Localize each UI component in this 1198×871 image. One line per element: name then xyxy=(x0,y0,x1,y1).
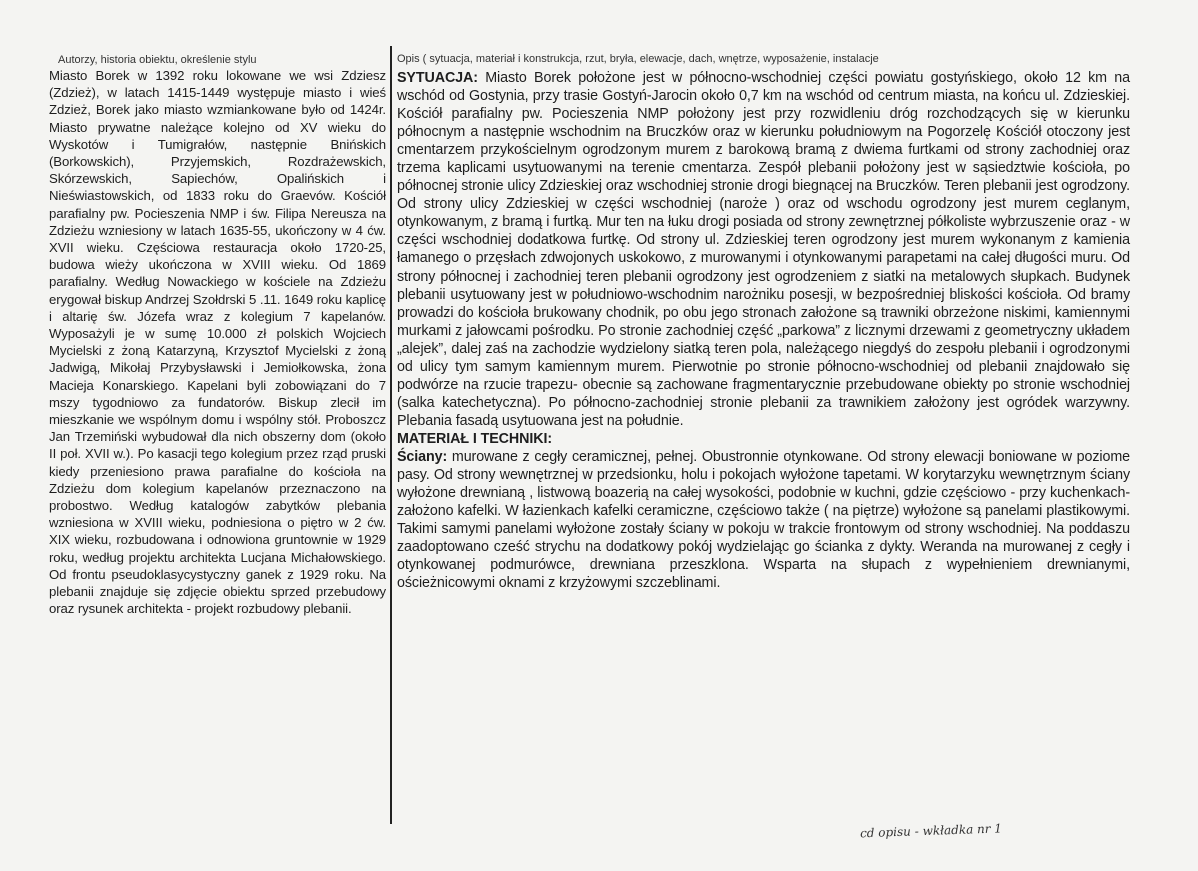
situation-paragraph xyxy=(397,69,1130,430)
situation-heading: SYTUACJA: xyxy=(397,70,478,86)
history-column xyxy=(49,67,386,618)
left-column-header: Autorzy, historia obiektu, określenie stylu xyxy=(58,54,257,66)
handwritten-note: cd opisu - wkładka nr 1 xyxy=(859,821,1003,841)
situation-text: Miasto Borek położone jest w północno-wschodniej części powiatu gostyńskiego, około 12 km na wschód od Gostynia, przy trasie Gostyń-Jarocin około 0,7 km na wschód od centrum miasta, na końcu ul. Zdzieskiej. Kościół parafialny pw. Pocieszenia NMP położony jest przy rozwidleniu dróg rozchodzących się w kierunku północnym a następnie wschodnim na Bruczków oraz w kierunku południowym na Pogorzelę Kościół otoczony jest cmentarzem przykościelnym ogrodzonym murem z barokową bramą z dwiema furtkami od strony zachodniej oraz trzema kaplicami usytuowanymi na terenie cmentarza. Zespół plebanii położony jest w sąsiedztwie kościoła, po północnej stronie ulicy Zdzieskiej oraz wschodniej stronie drogi biegnącej na Bruczków. Teren plebanii jest ogrodzony. Od strony ulicy Zdzieskiej w części wschodniej (naroże ) oraz od wschodu ogrodzony jest murem ceglanym, otynkowanym, z bramą i furtką. Mur ten na łuku drogi posiada od strony zewnętrznej półkoliste wybrzuszenie oraz - w części wschodniej dodatkowa furtkę. Od strony ul. Zdzieskiej teren ogrodzony jest murem wykonanym z kamienia łamanego o przęsłach zdwojonych uskokowo, z murowanymi i otynkowanymi parapetami na całej długości muru. Od strony północnej i zachodniej teren plebanii ogrodzony jest ogrodzeniem z siatki na metalowych słupkach. Budynek plebanii usytuowany jest w południowo-wschodnim narożniku posesji, w bezpośredniej bliskości kościoła. Od bramy prowadzi do kościoła brukowany chodnik, po obu jego stronach założone są trawniki obrzeżone niskimi, kamiennymi murkami z jałowcami pośrodku. Po stronie zachodniej część „parkowa” z licznymi drzewami z geometryczny układem „alejek”, dalej zaś na zachodzie wydzielony siatką teren pola, należącego niegdyś do zespołu plebanii i ogrodzonymi od ulicy tym samym kamiennym murem. Pierwotnie po stronie północno-wschodniej od plebanii znajdowało się podwórze na rzucie trapezu- obecnie są zachowane fragmentarycznie przebudowane obiekty po stronie wschodniej (salka katechetyczna). Po północno-zachodniej stronie plebanii za trawnikiem założony jest ogródek warzywny. Plebania fasadą usytuowana jest na południe. xyxy=(397,70,1130,429)
description-column xyxy=(397,69,1130,592)
walls-text: murowane z cegły ceramicznej, pełnej. Obustronnie otynkowane. Od strony elewacji boniowane w poziome pasy. Od strony wewnętrznej w przedsionku, holu i pokojach wyłożone tapetami. W korytarzyku wewnętrznym ściany wyłożone drewnianą , listwową boazerią na całej wysokości, podobnie w kuchni, gdzie częściowo - przy kuchenkach- założono kafelki. W łazienkach kafelki ceramiczne, częściowo także ( na piętrze) wyłożone są panelami plastikowymi. Takimi samymi panelami wyłożone zostały ściany w pokoju w trakcie frontowym od strony wschodniej. Na poddaszu zaadoptowano cześć strychu na dodatkowy pokój wydzielając go ścianka z dykty. Weranda na murowanej z cegły i otynkowanej podmurówce, drewniana przeszklona. Wsparta na słupach z wypełnieniem drewnianymi, ościeżnicowymi oknami z krzyżowymi szczeblinami. xyxy=(397,448,1130,592)
walls-paragraph xyxy=(397,448,1130,592)
history-text: Miasto Borek w 1392 roku lokowane we wsi Zdziesz (Zdzież), w latach 1415-1449 występuje miasto i wieś Zdzież, Borek jako miasto wzmiankowane było od 1424r. Miasto prywatne należące kolejno od XV wieku do Wyskotów i Tumigrałów, następnie Bnińskich (Borkowskich), Przyjemskich, Rozdrażewskich, Skórzewskich, Sapiechów, Opalińskich i Nieświastowskich, od 1833 roku do Graevów. Kościół parafialny pw. Pocieszenia NMP i św. Filipa Nereusza na Zdzieżu wzniesiony w latach 1635-55, ukończony w 4 ćw. XVII wieku. Częściowa restauracja około 1720-25, budowa wieży ukończona w XVIII wieku. Od 1869 parafialny. Według Nowackiego w kościele na Zdzieżu erygował biskup Andrzej Szołdrski 5 .11. 1649 roku kaplicę i altarię św. Józefa wraz z kolegium 7 kapelanów. Wyposażyli je w sumę 10.000 zł polskich Wojciech Mycielski z żoną Katarzyną, Krzysztof Mycielski z żoną Jadwigą, Mikołaj Przybysławski i Jemiołkowska, żona Macieja Konarskiego. Kapelani byli zobowiązani do 7 mszy tygodniowo za fundatorów. Biskup zlecił im mieszkanie we wspólnym domu i wspólny stół. Proboszcz Jan Trzemiński wybudował dla nich obszerny dom (około II poł. XVII w.). Po kasacji tego kolegium przez rząd pruski kiedy przeniesiono prawa parafialne do kościoła na Zdzieżu dom kolegium kapelanów przeznaczono na probostwo. Według katalogów zabytków plebania wzniesiona w XVIII wieku, podniesiona o piętro w 2 ćw. XIX wieku, rozbudowana i odnowiona gruntownie w 1929 roku, według projektu architekta Lucjana Michałowskiego. Od frontu pseudoklasycystyczny ganek z 1929 roku. Na plebanii znajduje się zdjęcie obiektu sprzed przebudowy oraz rysunek architekta - projekt rozbudowy plebanii. xyxy=(49,68,386,617)
right-column-header: Opis ( sytuacja, materiał i konstrukcja, rzut, bryła, elewacje, dach, wnętrze, wyposażenie, instalacje xyxy=(397,53,879,65)
material-heading: MATERIAŁ I TECHNIKI: xyxy=(397,430,552,447)
walls-label: Ściany: xyxy=(397,448,448,465)
column-divider xyxy=(390,46,392,824)
